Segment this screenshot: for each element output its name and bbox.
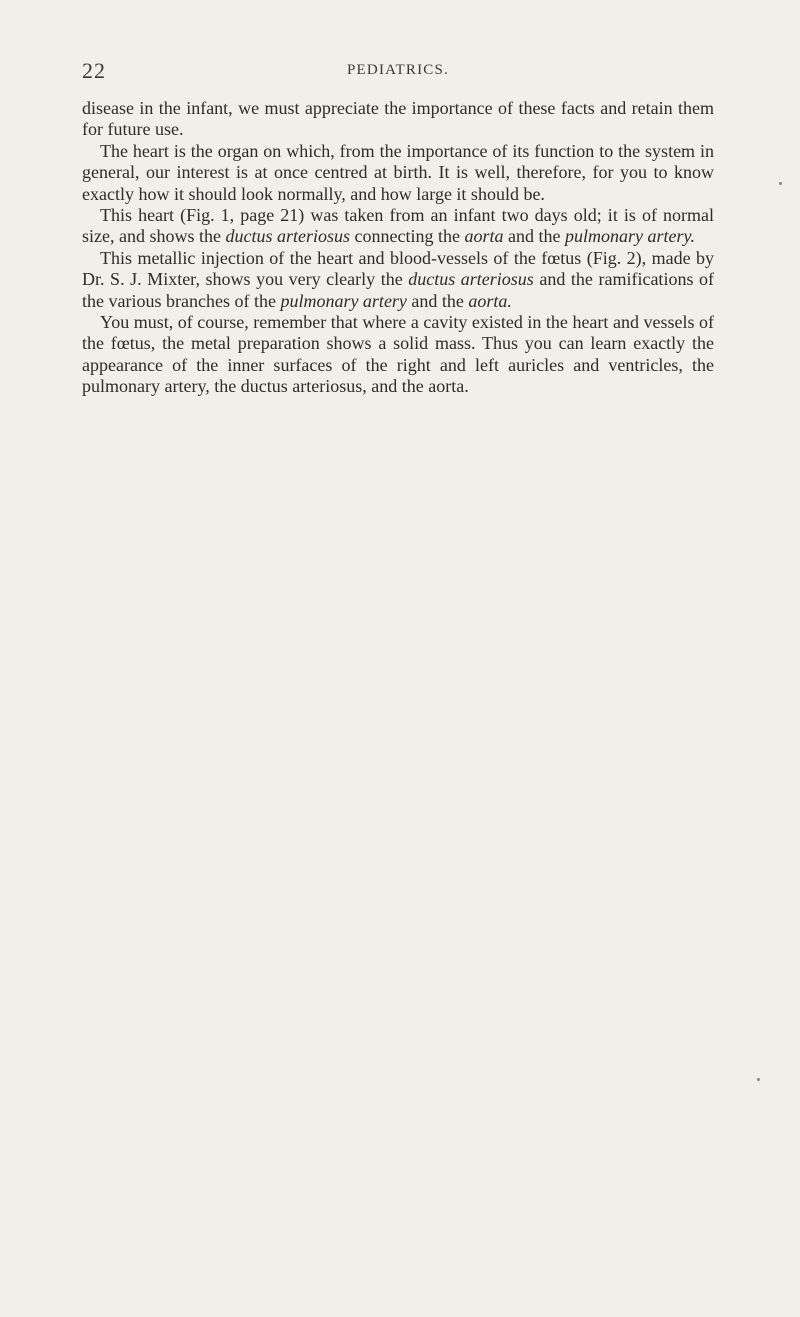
term-aorta: aorta [464, 226, 504, 247]
running-title: PEDIATRICS. [347, 62, 449, 78]
term-pulmonary-artery: pulmonary artery [280, 290, 407, 311]
paragraph-3-text: connecting the [350, 226, 465, 247]
paragraph-4-text: and the ramifications of the various branches of the [82, 269, 714, 311]
margin-speck [757, 1078, 760, 1081]
paragraph-3-text: This heart (Fig. 1, page 21) was taken from an infant two days old; it is of normal size, and shows the [82, 205, 714, 247]
term-pulmonary-artery: pulmonary artery. [564, 226, 695, 247]
paragraph-4-text: and the [406, 290, 469, 311]
term-ductus-arteriosus: ductus arteriosus [225, 226, 350, 247]
paragraph-4 [82, 248, 714, 312]
margin-speck [779, 182, 782, 185]
paragraph-3-text: and the [503, 226, 565, 247]
paragraph-5: You must, of course, remember that where a cavity existed in the heart and vessels of the fœtus, the metal preparation shows a solid mass. Thus you can learn exactly the appearance of the inner surfaces of the right and left auricles and ventricles, the pulmonary artery, the ductus arteriosus, and the aorta. [82, 312, 714, 397]
term-ductus-arteriosus: ductus arteriosus [408, 269, 534, 290]
paragraph-3 [82, 205, 714, 248]
page-number: 22 [82, 58, 106, 83]
paragraph-4-text: This metallic injection of the heart and blood-vessels of the fœtus (Fig. 2), made by Dr. S. J. Mixter, shows you very clearly the [82, 247, 714, 290]
term-aorta: aorta. [468, 290, 512, 311]
body-text [82, 98, 714, 398]
paragraph-2: The heart is the organ on which, from the importance of its function to the system in general, our interest is at once centred at birth. It is well, therefore, for you to know exactly how it should look normally, and how large it should be. [82, 140, 714, 204]
running-head [82, 58, 714, 82]
paragraph-1: disease in the infant, we must appreciate the importance of these facts and retain them for future use. [82, 98, 714, 140]
